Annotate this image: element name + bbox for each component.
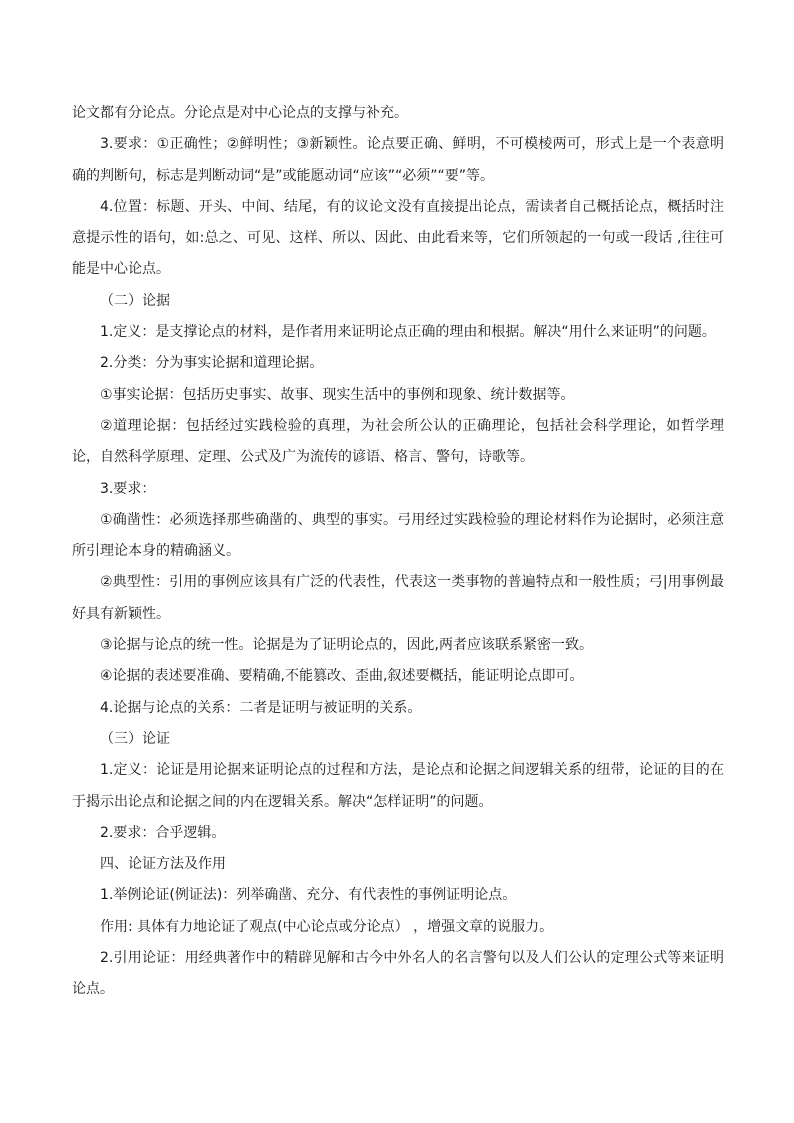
paragraph: ④论据的表述要准确、要精确,不能篡改、歪曲,叙述要概括，能证明论点即可。 (100, 668, 584, 685)
paragraph: ③论据与论点的统一性。论据是为了证明论点的，因此,两者应该联系紧密一致。 (100, 637, 593, 654)
paragraph: ①确凿性：必须选择那些确凿的、典型的事实。弓用经过实践检验的理论材料作为论据时，必须注意所引理论本身的精确涵义。 (72, 511, 724, 560)
paragraph: ②典型性：引用的事例应该具有广泛的代表性，代表这一类事物的普遍特点和一般性质；弓|用事例最好具有新颖性。 (72, 574, 724, 622)
paragraph: 四、论证方法及作用 (100, 856, 226, 873)
paragraph: （二）论据 (100, 292, 170, 309)
paragraph: 4.位置：标题、开头、中间、结尾，有的议论文没有直接提出论点，需读者自己概括论点，概括时注意提示性的语句，如:总之、可见、这样、所以、因此、由此看来等，它们所领起的一句或一段话 ,往往可能是中心论点。 (72, 198, 724, 278)
paragraph: 1.定义：是支撑论点的材料，是作者用来证明论点正确的理由和根据。解决“用什么来证明”的问题。 (100, 324, 716, 341)
paragraph: 1.定义：论证是用论据来证明论点的过程和方法，是论点和论据之间逻辑关系的纽带，论证的目的在于揭示出论点和论据之间的内在逻辑关系。解决“怎样证明”的问题。 (72, 762, 724, 810)
paragraph: 作用: 具体有力地论证了观点(中心论点或分论点） ，增强文章的说服力。 (100, 918, 554, 935)
paragraph: 4.论据与论点的关系：二者是证明与被证明的关系。 (100, 699, 422, 716)
paragraph: ①事实论据：包括历史事实、故事、现实生活中的事例和现象、统计数据等。 (100, 386, 575, 403)
paragraph: 2.要求：合乎逻辑。 (100, 824, 226, 841)
paragraph: 论文都有分论点。分论点是对中心论点的支撑与补充。 (72, 105, 408, 121)
paragraph: 2.引用论证：用经典著作中的精辟见解和古今中外名人的名言警句以及人们公认的定理公式等来证明论点。 (72, 950, 724, 998)
document-body (72, 98, 724, 1006)
paragraph: 3.要求： (100, 480, 156, 497)
paragraph: （三）论证 (100, 730, 170, 747)
paragraph: 3.要求：①正确性；②鲜明性；③新颖性。论点要正确、鲜明，不可模棱两可，形式上是一个表意明确的判断句，标志是判断动词“是”或能愿动词“应该”“必须”“要”等。 (72, 136, 724, 184)
paragraph: ②道理论据：包括经过实践检验的真理，为社会所公认的正确理论，包括社会科学理论，如哲学理论，自然科学原理、定理、公式及广为流传的谚语、格言、警句，诗歌等。 (72, 417, 724, 466)
paragraph: 1.举例论证(例证法)：列举确凿、充分、有代表性的事例证明论点。 (100, 887, 517, 904)
paragraph: 2.分类：分为事实论据和道理论据。 (100, 355, 324, 372)
